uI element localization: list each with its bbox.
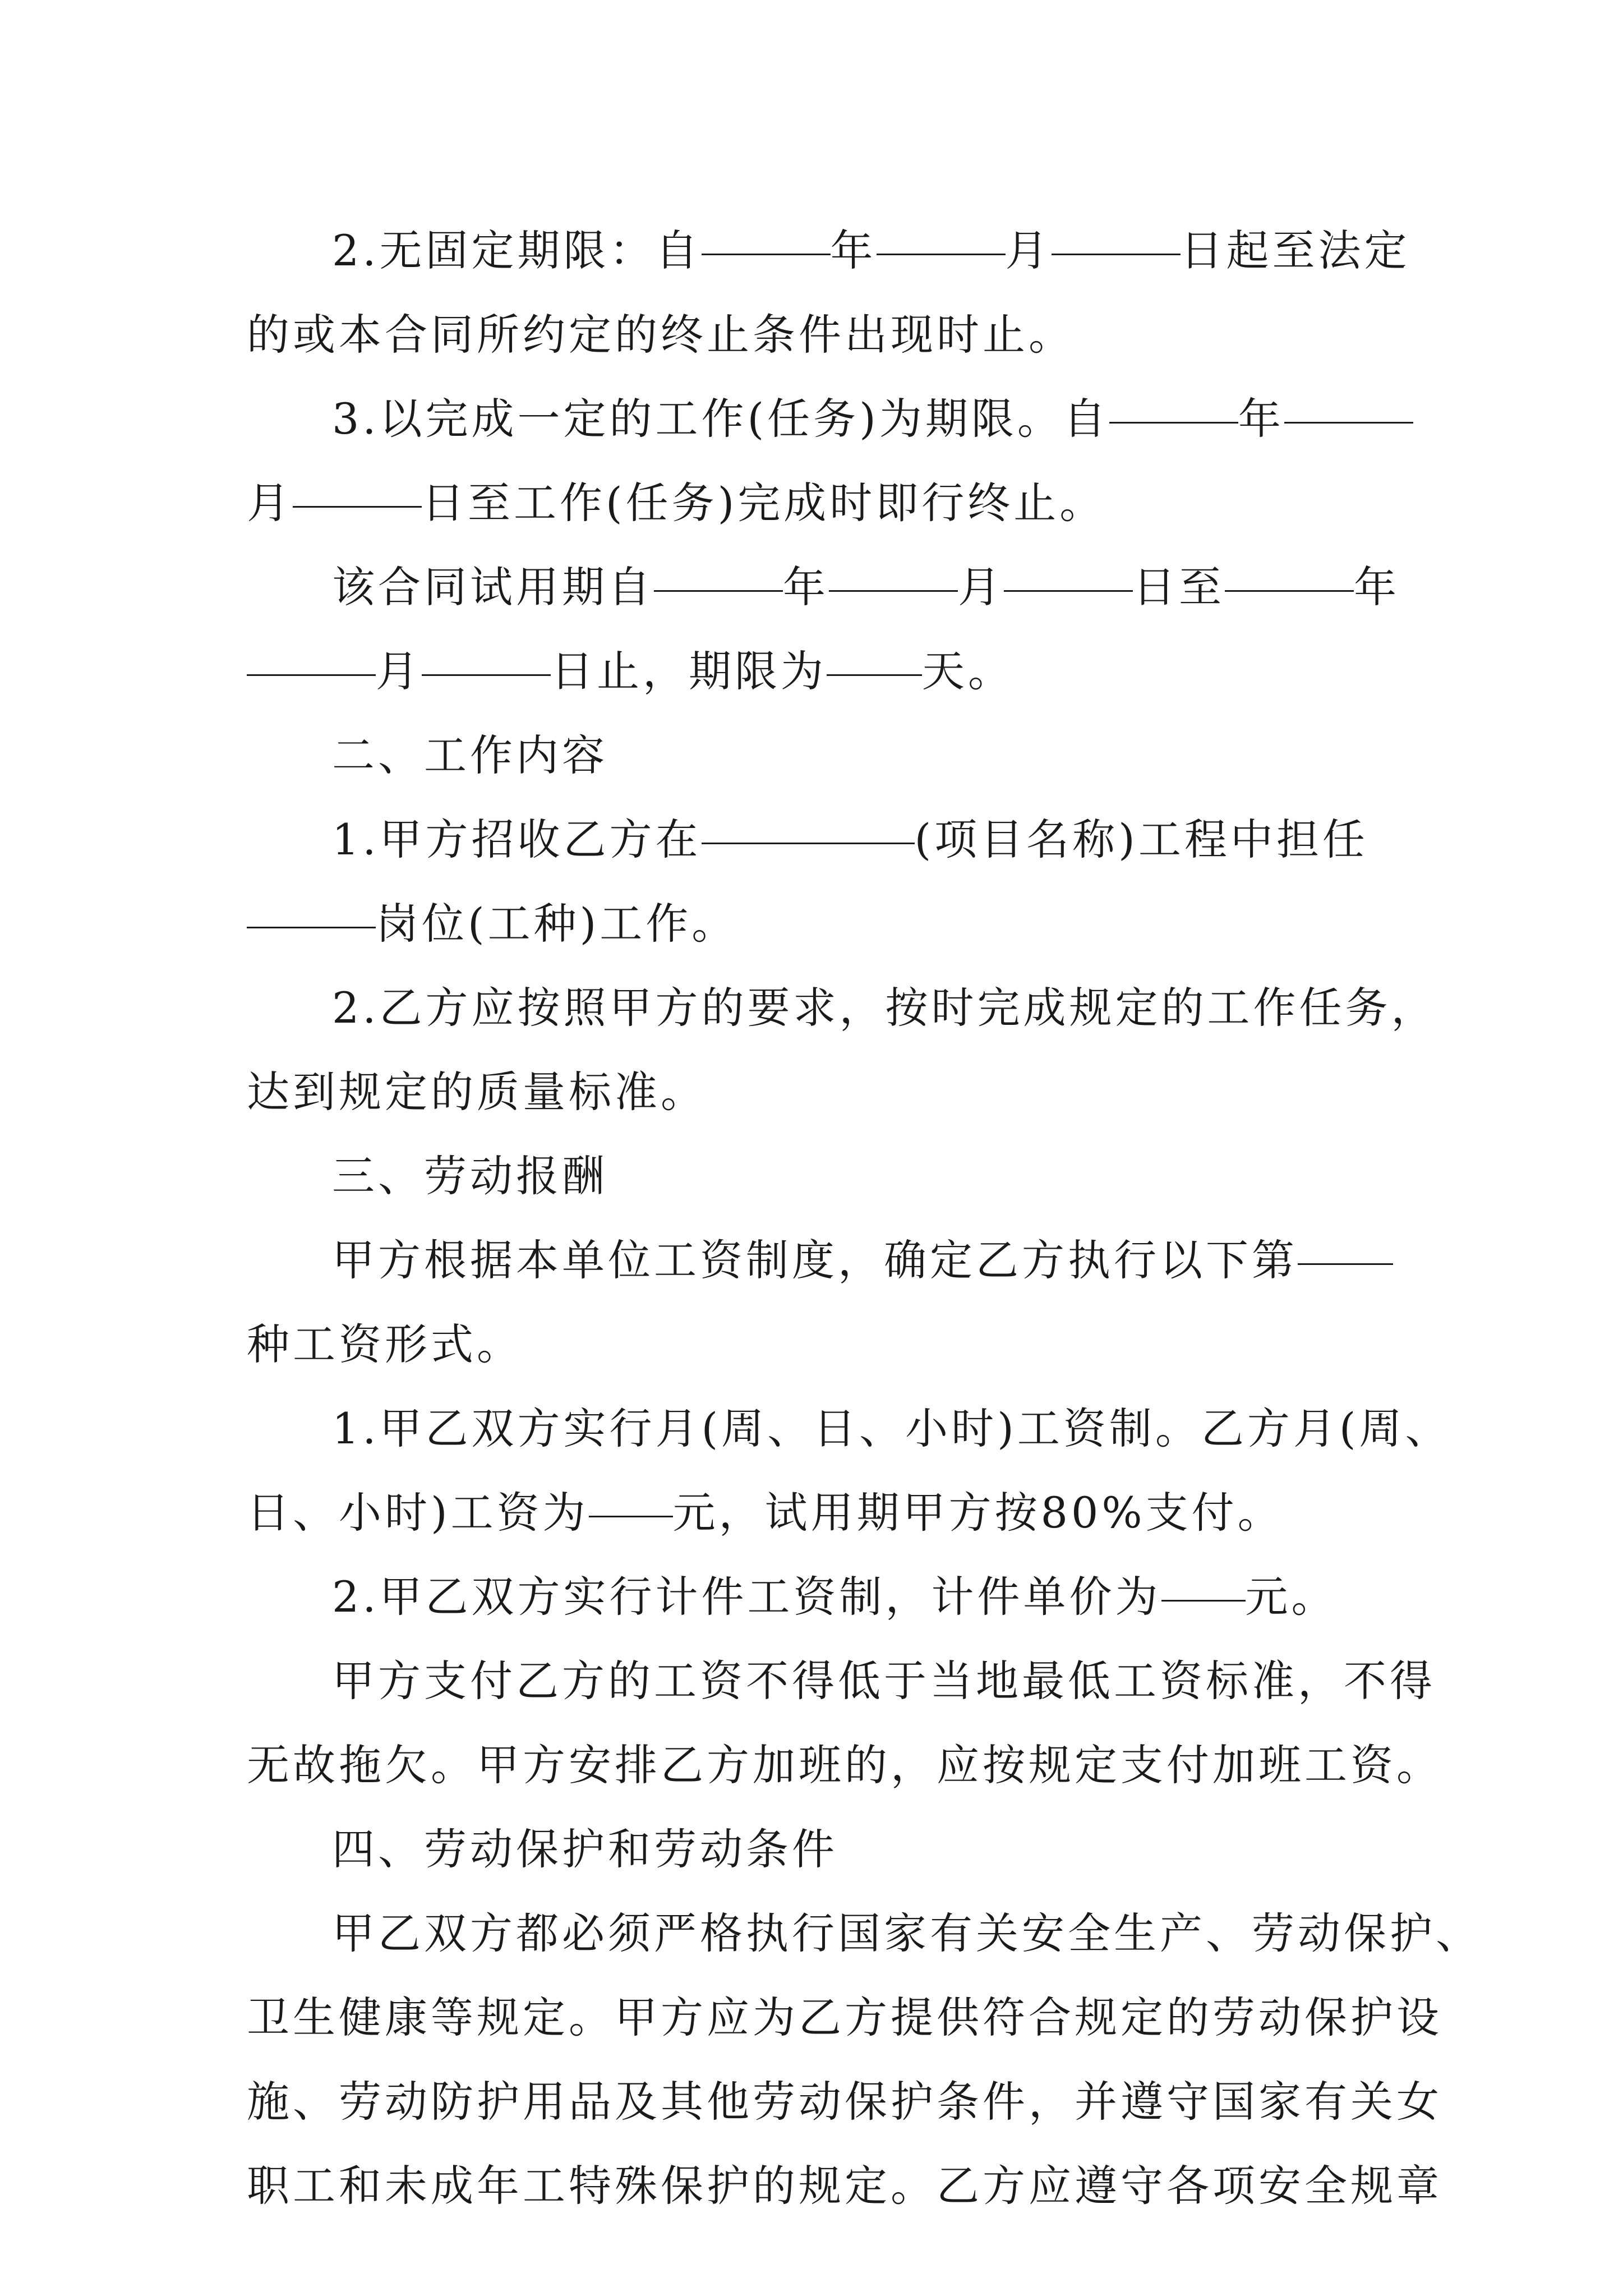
blank-day[interactable]	[1052, 219, 1181, 255]
blank-month[interactable]	[1284, 387, 1413, 424]
blank-year[interactable]	[654, 555, 783, 592]
section-heading-remuneration: 三、劳动报酬	[332, 1151, 608, 1201]
blank-days-count[interactable]	[827, 639, 922, 676]
section-heading-labor-protection: 四、劳动保护和劳动条件	[332, 1824, 838, 1874]
probation-percentage: 80%	[1040, 1488, 1146, 1538]
clause-probation-period: 该合同试用期自 年 月 日至 年	[247, 545, 1385, 629]
blank-piece-rate[interactable]	[1161, 1565, 1246, 1602]
paragraph-line: 达到规定的质量标准。	[247, 1067, 707, 1117]
clause-number: 1.	[332, 815, 380, 864]
clause-piece-wage: 2.甲乙双方实行计件工资制，计件单价为 元。	[247, 1555, 1385, 1639]
blank-year[interactable]	[1109, 387, 1238, 424]
paragraph-line: 岗位(工种)工作。	[247, 882, 1385, 966]
paragraph-line: 职工和未成年工特殊保护的规定。乙方应遵守各项安全规章	[247, 2161, 1442, 2211]
blank-day[interactable]	[293, 471, 422, 508]
paragraph-line: 日、小时)工资为 元，试用期甲方按80%支付。	[247, 1471, 1385, 1555]
blank-year[interactable]	[702, 219, 831, 255]
blank-position[interactable]	[247, 892, 376, 928]
blank-wage-type[interactable]	[1298, 1228, 1393, 1265]
blank-day[interactable]	[422, 639, 551, 676]
blank-year[interactable]	[1225, 555, 1354, 592]
blank-month[interactable]	[247, 639, 376, 676]
paragraph-line: 种工资形式。	[247, 1319, 523, 1369]
section-heading-work-content: 二、工作内容	[332, 730, 608, 780]
clause-wage-system: 甲方根据本单位工资制度，确定乙方执行以下第	[247, 1218, 1385, 1303]
clause-number: 1.	[332, 1404, 380, 1453]
clause-minimum-wage: 甲方支付乙方的工资不得低于当地最低工资标准，不得	[332, 1656, 1436, 1706]
blank-month[interactable]	[877, 219, 1006, 255]
paragraph-line: 施、劳动防护用品及其他劳动保护条件，并遵守国家有关女	[247, 2077, 1442, 2127]
paragraph-line: 卫生健康等规定。甲方应为乙方提供符合规定的劳动保护设	[247, 1993, 1442, 2042]
blank-month[interactable]	[829, 555, 958, 592]
clause-number: 2.	[332, 226, 380, 275]
clause-project-position: 1.甲方招收乙方在 (项目名称)工程中担任	[247, 798, 1385, 882]
paragraph-line: 的或本合同所约定的终止条件出现时止。	[247, 310, 1075, 360]
blank-day[interactable]	[1004, 555, 1133, 592]
clause-number: 2.	[332, 983, 380, 1033]
clause-term-open-ended: 2.无固定期限：自 年 月 日起至法定	[247, 209, 1385, 293]
contract-body	[247, 209, 1482, 2228]
paragraph-line: 月 日止，期限为 天。	[247, 629, 1385, 714]
blank-wage-amount[interactable]	[589, 1481, 673, 1517]
clause-term-task-based: 3.以完成一定的工作(任务)为期限。自 年	[247, 377, 1385, 461]
clause-work-requirements: 2.乙方应按照甲方的要求，按时完成规定的工作任务，	[332, 983, 1437, 1033]
paragraph-line: 月 日至工作(任务)完成时即行终止。	[247, 461, 1385, 545]
paragraph-line: 无故拖欠。甲方安排乙方加班的，应按规定支付加班工资。	[247, 1740, 1442, 1790]
blank-project-name[interactable]	[702, 808, 915, 844]
clause-number: 3.	[332, 394, 380, 444]
clause-number: 2.	[332, 1572, 380, 1622]
clause-safety-regulations: 甲乙双方都必须严格执行国家有关安全生产、劳动保护、	[332, 1908, 1482, 1958]
clause-time-wage: 1.甲乙双方实行月(周、日、小时)工资制。乙方月(周、	[332, 1404, 1451, 1453]
